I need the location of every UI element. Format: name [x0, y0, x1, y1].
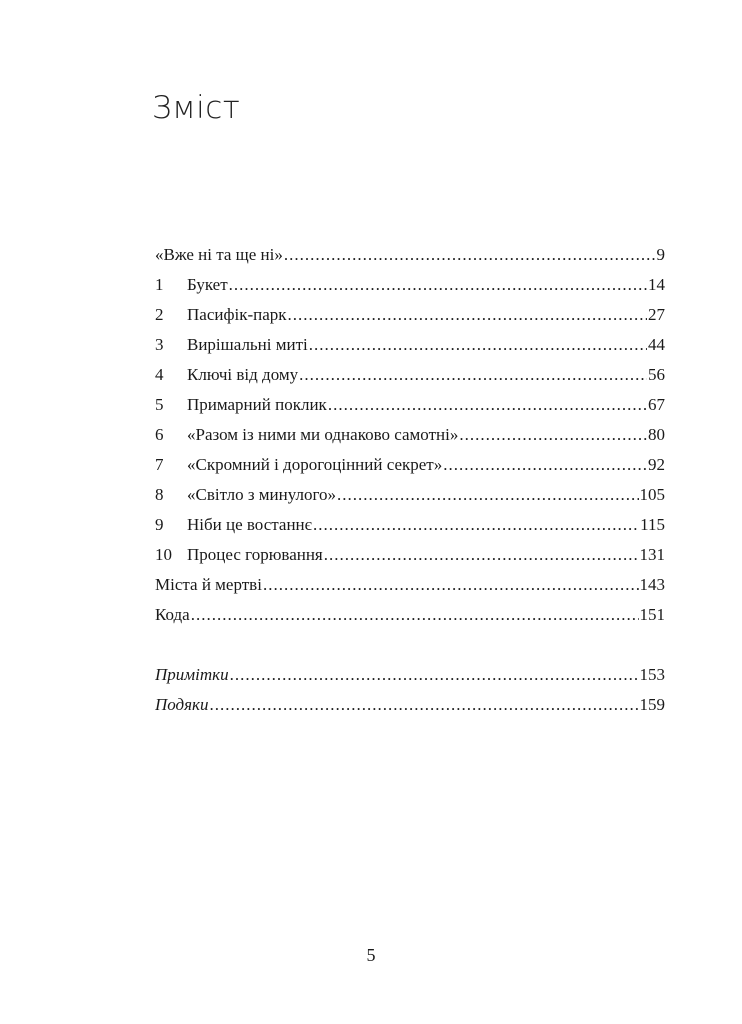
toc-entry-label: Подяки	[155, 695, 209, 714]
toc-entry-chapter-10[interactable]	[155, 540, 665, 570]
toc-entry-page: 159	[639, 695, 665, 714]
toc-entry-page: 151	[639, 605, 665, 624]
page-title: Зміст	[152, 90, 241, 126]
toc-entry-chapter-9[interactable]	[155, 510, 665, 540]
toc-entry-notes[interactable]	[155, 660, 665, 690]
toc-entry-chapter-4[interactable]	[155, 360, 665, 390]
toc-entry-number: 6	[155, 425, 164, 444]
toc-entry-number: 5	[155, 395, 164, 414]
toc-entry-number: 7	[155, 455, 164, 474]
toc-leader-dots	[313, 510, 639, 540]
toc-entry-label: Ніби це востаннє	[187, 515, 312, 534]
toc-entry-number: 3	[155, 335, 164, 354]
toc-entry-chapter-2[interactable]	[155, 300, 665, 330]
toc-leader-dots	[191, 600, 639, 630]
toc-entry-label: Букет	[187, 275, 228, 294]
toc-entry-label: Примарний поклик	[187, 395, 327, 414]
toc-entry-label: Вирішальні миті	[187, 335, 308, 354]
toc-leader-dots	[229, 270, 647, 300]
toc-entry-cities-and-dead[interactable]	[155, 570, 665, 600]
toc-entry-label: Міста й мертві	[155, 575, 262, 594]
toc-entry-page: 143	[639, 575, 665, 594]
toc-leader-dots	[324, 540, 639, 570]
toc-entry-page: 153	[639, 665, 665, 684]
toc-entry-page: 115	[640, 515, 665, 534]
toc-entry-chapter-1[interactable]	[155, 270, 665, 300]
toc-entry-page: 14	[648, 275, 665, 294]
toc-leader-dots	[288, 300, 647, 330]
toc-entry-chapter-5[interactable]	[155, 390, 665, 420]
toc-entry-number: 1	[155, 275, 164, 294]
toc-entry-page: 56	[648, 365, 665, 384]
toc-entry-page: 27	[648, 305, 665, 324]
toc-entry-page: 131	[639, 545, 665, 564]
page-number: 5	[366, 945, 376, 965]
toc-leader-dots	[230, 660, 639, 690]
toc-entry-chapter-8[interactable]	[155, 480, 665, 510]
toc-entry-label: Примітки	[155, 665, 229, 684]
toc-leader-dots	[443, 450, 647, 480]
toc-entry-page: 92	[648, 455, 665, 474]
toc-entry-page: 67	[648, 395, 665, 414]
toc-entry-page: 9	[656, 245, 665, 264]
toc-entry-number: 9	[155, 515, 164, 534]
toc-entry-label: «Скромний і дорогоцінний секрет»	[187, 455, 443, 474]
toc-entry-label: «Вже ні та ще ні»	[155, 245, 283, 264]
toc-entry-label: «Разом із ними ми однаково самотні»	[187, 425, 459, 444]
toc-entry-label: «Світло з минулого»	[187, 485, 337, 504]
toc-entry-acknowledgements[interactable]	[155, 690, 665, 720]
toc-entry-chapter-7[interactable]	[155, 450, 665, 480]
toc-leader-dots	[459, 420, 647, 450]
toc-leader-dots	[263, 570, 639, 600]
toc-entry-page: 80	[648, 425, 665, 444]
toc-entry-prologue[interactable]	[155, 240, 665, 270]
toc-entry-chapter-6[interactable]	[155, 420, 665, 450]
toc-entry-label: Ключі від дому	[187, 365, 299, 384]
toc-leader-dots	[210, 690, 639, 720]
toc-entry-chapter-3[interactable]	[155, 330, 665, 360]
toc-entry-number: 2	[155, 305, 164, 324]
toc-leader-dots	[328, 390, 647, 420]
toc-entry-page: 44	[648, 335, 665, 354]
table-of-contents	[155, 240, 665, 720]
toc-leader-dots	[337, 480, 638, 510]
toc-entry-number: 10	[155, 545, 172, 564]
toc-entry-label: Процес горювання	[187, 545, 323, 564]
toc-entry-coda[interactable]	[155, 600, 665, 630]
toc-entry-number: 8	[155, 485, 164, 504]
toc-leader-dots	[284, 240, 656, 270]
toc-entry-page: 105	[639, 485, 665, 504]
toc-entry-label: Кода	[155, 605, 190, 624]
toc-section-spacer	[155, 630, 665, 660]
toc-leader-dots	[309, 330, 647, 360]
toc-entry-label: Пасифік-парк	[187, 305, 287, 324]
toc-entry-number: 4	[155, 365, 164, 384]
toc-leader-dots	[299, 360, 647, 390]
